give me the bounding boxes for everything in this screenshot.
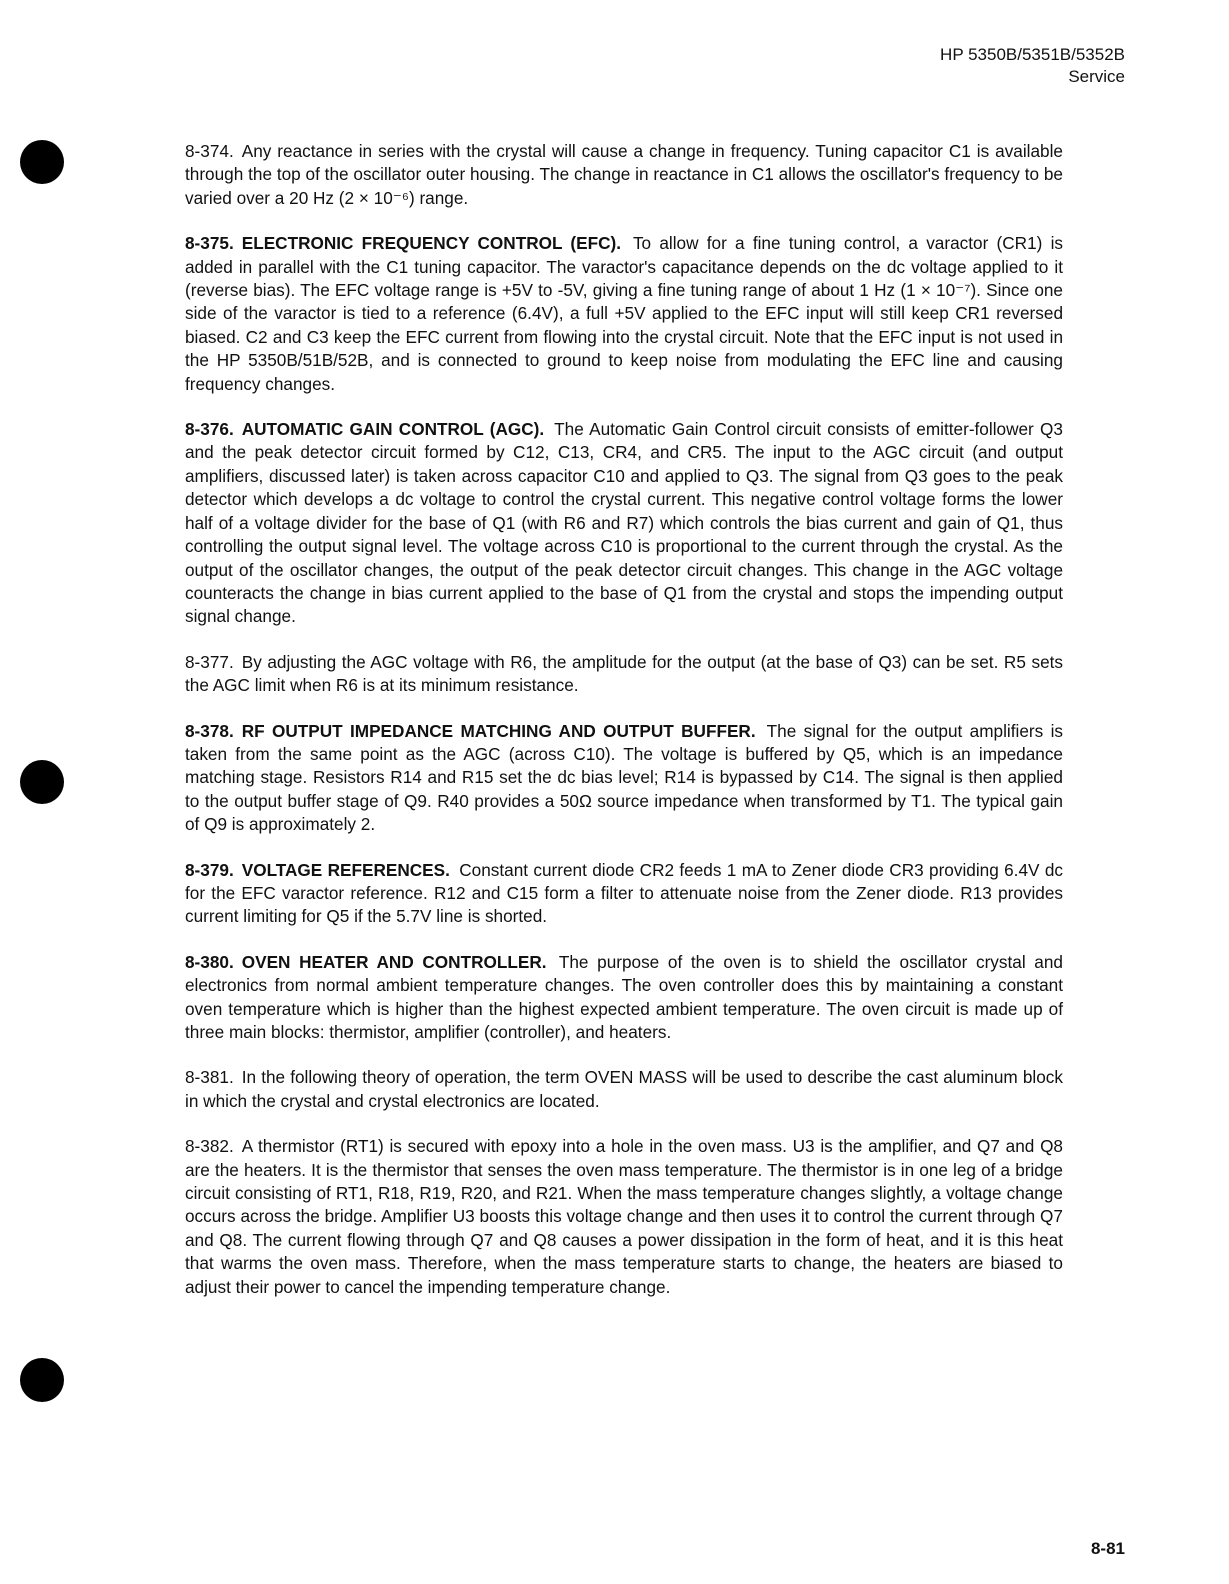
paragraph-text: Any reactance in series with the crystal will cause a change in frequency. Tuning capacitor C1 is available through the top of the oscillator outer housing. The change in reactance in C1 allows the oscillator's frequency to be varied over a 20 Hz (2 × 10⁻⁶) range. (185, 141, 1063, 208)
section-title: Service (1068, 67, 1125, 86)
paragraph-8-375 (185, 232, 1063, 396)
page-header (940, 44, 1125, 88)
paragraph-heading: VOLTAGE REFERENCES. (241, 859, 450, 880)
page-number: 8-81 (1090, 1539, 1125, 1558)
paragraph-8-382 (185, 1135, 1063, 1299)
paragraph-heading: ELECTRONIC FREQUENCY CONTROL (EFC). (241, 233, 622, 254)
paragraph-heading: RF OUTPUT IMPEDANCE MATCHING AND OUTPUT BUFFER. (241, 720, 756, 741)
paragraph-8-381 (185, 1066, 1063, 1113)
paragraph-text: A thermistor (RT1) is secured with epoxy into a hole in the oven mass. U3 is the amplifier, and Q7 and Q8 are the heaters. It is the thermistor that senses the oven mass temperature. The thermistor is in one leg of a bridge circuit consisting of RT1, R18, R19, R20, and R21. When the mass temperature changes slightly, a voltage change occurs across the bridge. Amplifier U3 boosts this voltage change and then uses it to control the current through Q7 and Q8. The current flowing through Q7 and Q8 causes a power dissipation in the form of heat, and it is this heat that warms the oven mass. Therefore, when the mass temperature starts to change, the heaters are biased to adjust their power to cancel the impending temperature change. (185, 1136, 1063, 1297)
model-title: HP 5350B/5351B/5352B (940, 45, 1125, 64)
paragraph-number: 8-374. (185, 141, 234, 161)
paragraph-heading: OVEN HEATER AND CONTROLLER. (241, 951, 547, 972)
paragraph-text: The purpose of the oven is to shield the oscillator crystal and electronics from normal ambient temperature changes. The oven controller does this by maintaining a constant oven temperature which is higher than the highest expected ambient temperature. The oven circuit is made up of three main blocks: thermistor, amplifier (controller), and heaters. (185, 951, 1063, 1042)
paragraph-number: 8-381. (185, 1067, 234, 1088)
paragraph-8-376 (185, 418, 1063, 629)
paragraph-text: The Automatic Gain Control circuit consists of emitter-follower Q3 and the peak detector circuit formed by C12, C13, CR4, and CR5. The input to the AGC circuit (and output amplifiers, discussed later) is taken across capacitor C10 and applied to Q3. The signal from Q3 goes to the peak detector which develops a dc voltage to control the crystal current. This negative control voltage forms the lower half of a voltage divider for the base of Q1 (with R6 and R7) which controls the bias current and gain of Q1, thus controlling the output signal level. The voltage across C10 is proportional to the current through the crystal. As the output of the oscillator changes, the output of the peak detector circuit changes. This change in the AGC voltage counteracts the change in bias current applied to the base of Q1 from the crystal and stops the impending output signal change. (185, 419, 1063, 627)
paragraph-number: 8-382. (185, 1136, 234, 1157)
paragraph-text: By adjusting the AGC voltage with R6, the amplitude for the output (at the base of Q3) can be set. R5 sets the AGC limit when R6 is at its minimum resistance. (185, 651, 1063, 696)
paragraph-number: 8-376. (185, 419, 234, 440)
paragraph-number: 8-377. (185, 651, 234, 672)
paragraph-number: 8-379. (185, 859, 234, 880)
paragraph-heading: AUTOMATIC GAIN CONTROL (AGC). (241, 419, 545, 440)
punch-hole-middle (20, 760, 64, 804)
paragraph-8-377 (185, 651, 1063, 698)
paragraph-number: 8-378. (185, 720, 234, 741)
paragraph-text: In the following theory of operation, the term OVEN MASS will be used to describe the cast aluminum block in which the crystal and crystal electronics are located. (185, 1067, 1063, 1111)
paragraph-number: 8-380. (185, 951, 234, 972)
paragraph-number: 8-375. (185, 233, 234, 254)
punch-hole-bottom (20, 1358, 64, 1402)
paragraph-text: Constant current diode CR2 feeds 1 mA to Zener diode CR3 providing 6.4V dc for the EFC varactor reference. R12 and C15 form a filter to attenuate noise from the Zener diode. R13 provides current limiting for Q5 if the 5.7V line is shorted. (185, 859, 1063, 927)
paragraph-8-380 (185, 951, 1063, 1045)
paragraph-8-374 (185, 140, 1063, 210)
paragraph-text: To allow for a fine tuning control, a varactor (CR1) is added in parallel with the C1 tuning capacitor. The varactor's capacitance depends on the dc voltage applied to it (reverse bias). The EFC voltage range is +5V to -5V, giving a fine tuning range of about 1 Hz (1 × 10⁻⁷). Since one side of the varactor is tied to a reference (6.4V), a full +5V applied to the EFC input will still keep CR1 reversed biased. C2 and C3 keep the EFC current from flowing into the crystal circuit. Note that the EFC input is not used in the HP 5350B/51B/52B, and is connected to ground to keep noise from modulating the EFC line and causing frequency changes. (185, 233, 1064, 394)
paragraph-8-378 (185, 720, 1063, 837)
paragraph-text: The signal for the output amplifiers is taken from the same point as the AGC (across C10). The voltage is buffered by Q5, which is an impedance matching stage. Resistors R14 and R15 set the dc bias level; R14 is bypassed by C14. The signal is then applied to the output buffer stage of Q9. R40 provides a 50Ω source impedance when transformed by T1. The typical gain of Q9 is approximately 2. (185, 720, 1063, 835)
document-body (185, 140, 1063, 1321)
punch-hole-top (20, 140, 64, 184)
paragraph-8-379 (185, 859, 1063, 929)
